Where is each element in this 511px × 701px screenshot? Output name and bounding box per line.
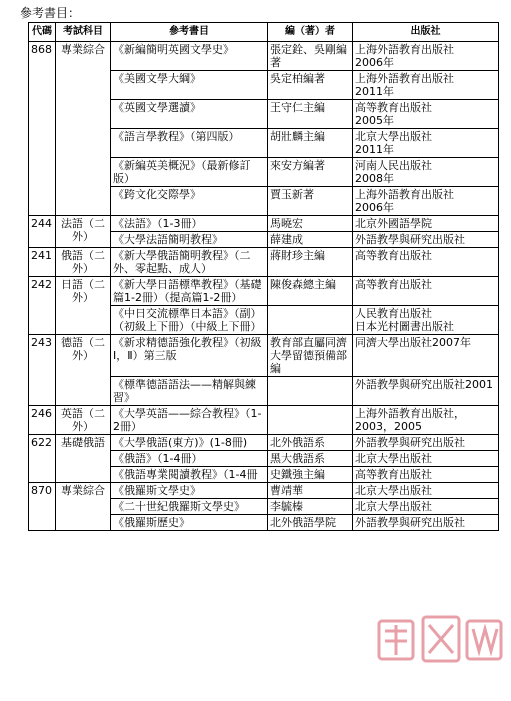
publisher-line: 2005年 [355, 114, 394, 127]
publisher-line: 外語教學與研究出版社 [355, 436, 465, 449]
publisher-line: 2011年 [355, 85, 394, 98]
book-author: 陳俊森總主編 [268, 277, 353, 306]
book-publisher [353, 515, 499, 531]
watermark-logo [375, 611, 505, 673]
table-body [29, 42, 499, 531]
book-publisher [353, 335, 499, 377]
publisher-line: 北京大學出版社 [355, 452, 432, 465]
book-title: 《美國文學大綱》 [111, 71, 268, 100]
publisher-line: 北京大學出版社 [355, 500, 432, 513]
book-publisher [353, 248, 499, 277]
book-publisher [353, 306, 499, 335]
book-title: 《法語》（1-3冊） [111, 216, 268, 232]
publisher-line: 外語教學與研究出版社 [355, 516, 465, 529]
book-title: 《大學俄語(東方)》(1-8冊) [111, 435, 268, 451]
book-author [268, 406, 353, 435]
book-publisher [353, 232, 499, 248]
table-row [29, 216, 499, 232]
book-publisher [353, 100, 499, 129]
book-title: 《俄語專業閱讀教程》（1-4冊 [111, 467, 268, 483]
exam-subject: 法語（二外） [56, 216, 111, 248]
course-code: 246 [29, 406, 56, 435]
page-heading: 參考書目： [20, 6, 81, 20]
book-author: 黑大俄語系 [268, 451, 353, 467]
publisher-line: 2006年 [355, 201, 394, 214]
table-row [29, 42, 499, 71]
publisher-line: 高等教育出版社 [355, 249, 432, 262]
book-publisher [353, 216, 499, 232]
book-publisher [353, 467, 499, 483]
table-row [29, 483, 499, 499]
table-row [29, 277, 499, 306]
book-author: 史鐵強主編 [268, 467, 353, 483]
publisher-line: 外語教學與研究出版社 [355, 233, 465, 246]
publisher-line: 人民教育出版社 [355, 307, 432, 320]
book-publisher [353, 129, 499, 158]
publisher-line: 北京大學出版社 [355, 484, 432, 497]
book-title: 《中日交流標準日本語》（副）（初級上下冊）（中級上下冊） [111, 306, 268, 335]
book-author: 蔣財珍主編 [268, 248, 353, 277]
book-title: 《大學英語——綜合教程》（1-2冊） [111, 406, 268, 435]
table-header-row [29, 23, 499, 42]
publisher-line: 日本光村圖書出版社 [355, 320, 454, 333]
book-title: 《新求精德語強化教程》（初級Ⅰ，Ⅱ）第三版 [111, 335, 268, 377]
publisher-line: 2011年 [355, 143, 394, 156]
book-title: 《語言學教程》（第四版） [111, 129, 268, 158]
publisher-line: 同濟大學出版社2007年 [355, 336, 471, 349]
book-title: 《新大學俄語簡明教程》（二外、零起點、成人） [111, 248, 268, 277]
book-title: 《英國文學選讀》 [111, 100, 268, 129]
header-subject: 考試科目 [56, 23, 111, 42]
publisher-line: 上海外語教育出版社 [355, 43, 454, 56]
book-author: 胡壯麟主編 [268, 129, 353, 158]
book-author [268, 377, 353, 406]
book-author: 張定銓、吳剛編著 [268, 42, 353, 71]
book-title: 《新編英美概況》（最新修訂版） [111, 158, 268, 187]
table-row [29, 435, 499, 451]
publisher-line: 高等教育出版社 [355, 468, 432, 481]
publisher-line: 外語教學與研究出版社2001 [355, 378, 493, 391]
book-author: 北外俄語學院 [268, 515, 353, 531]
book-title: 《二十世紀俄羅斯文學史》 [111, 499, 268, 515]
book-title: 《新編簡明英國文學史》 [111, 42, 268, 71]
book-publisher [353, 499, 499, 515]
header-code: 代碼 [29, 23, 56, 42]
exam-subject: 俄語（二外） [56, 248, 111, 277]
exam-subject: 專業綜合 [56, 483, 111, 531]
course-code: 870 [29, 483, 56, 531]
book-author [268, 306, 353, 335]
publisher-line: 上海外語教育出版社 [355, 72, 454, 85]
publisher-line: 2006年 [355, 56, 394, 69]
book-title: 《新大學日語標準教程》（基礎篇1-2冊）（提高篇1-2冊） [111, 277, 268, 306]
book-author: 教育部直屬同濟大學留德預備部編 [268, 335, 353, 377]
publisher-line: 上海外語教育出版社，2003，2005 [355, 407, 465, 433]
book-author: 來安方編著 [268, 158, 353, 187]
exam-subject: 日語（二外） [56, 277, 111, 335]
exam-subject: 英語（二外） [56, 406, 111, 435]
book-publisher [353, 377, 499, 406]
exam-subject: 專業綜合 [56, 42, 111, 216]
course-code: 242 [29, 277, 56, 335]
table-row [29, 248, 499, 277]
book-publisher [353, 451, 499, 467]
book-author: 馬曉宏 [268, 216, 353, 232]
header-publisher: 出版社 [353, 23, 499, 42]
header-author: 編（著）者 [268, 23, 353, 42]
book-title: 《大學法語簡明教程》 [111, 232, 268, 248]
book-publisher [353, 42, 499, 71]
book-publisher [353, 277, 499, 306]
book-author: 賈玉新著 [268, 187, 353, 216]
course-code: 622 [29, 435, 56, 483]
course-code: 241 [29, 248, 56, 277]
book-title: 《標準德語語法——精解與練習》 [111, 377, 268, 406]
book-author: 王守仁主編 [268, 100, 353, 129]
table-row [29, 406, 499, 435]
header-book: 參考書目 [111, 23, 268, 42]
exam-subject: 基礎俄語 [56, 435, 111, 483]
book-publisher [353, 483, 499, 499]
book-publisher [353, 406, 499, 435]
course-code: 868 [29, 42, 56, 216]
course-code: 244 [29, 216, 56, 248]
publisher-line: 高等教育出版社 [355, 278, 432, 291]
publisher-line: 北京大學出版社 [355, 130, 432, 143]
publisher-line: 上海外語教育出版社 [355, 188, 454, 201]
book-publisher [353, 158, 499, 187]
publisher-line: 河南人民出版社 [355, 159, 432, 172]
book-author: 李毓榛 [268, 499, 353, 515]
book-title: 《俄羅斯文學史》 [111, 483, 268, 499]
book-author: 吳定柏編著 [268, 71, 353, 100]
book-title: 《跨文化交際學》 [111, 187, 268, 216]
book-title: 《俄羅斯歷史》 [111, 515, 268, 531]
publisher-line: 2008年 [355, 172, 394, 185]
publisher-line: 高等教育出版社 [355, 101, 432, 114]
publisher-line: 北京外國語學院 [355, 217, 432, 230]
exam-subject: 德語（二外） [56, 335, 111, 406]
book-author: 薛建成 [268, 232, 353, 248]
book-title: 《俄語》（1-4冊） [111, 451, 268, 467]
table-row [29, 335, 499, 377]
book-author: 曹靖華 [268, 483, 353, 499]
book-publisher [353, 187, 499, 216]
book-publisher [353, 435, 499, 451]
reference-table [28, 22, 499, 531]
book-author: 北外俄語系 [268, 435, 353, 451]
course-code: 243 [29, 335, 56, 406]
book-publisher [353, 71, 499, 100]
